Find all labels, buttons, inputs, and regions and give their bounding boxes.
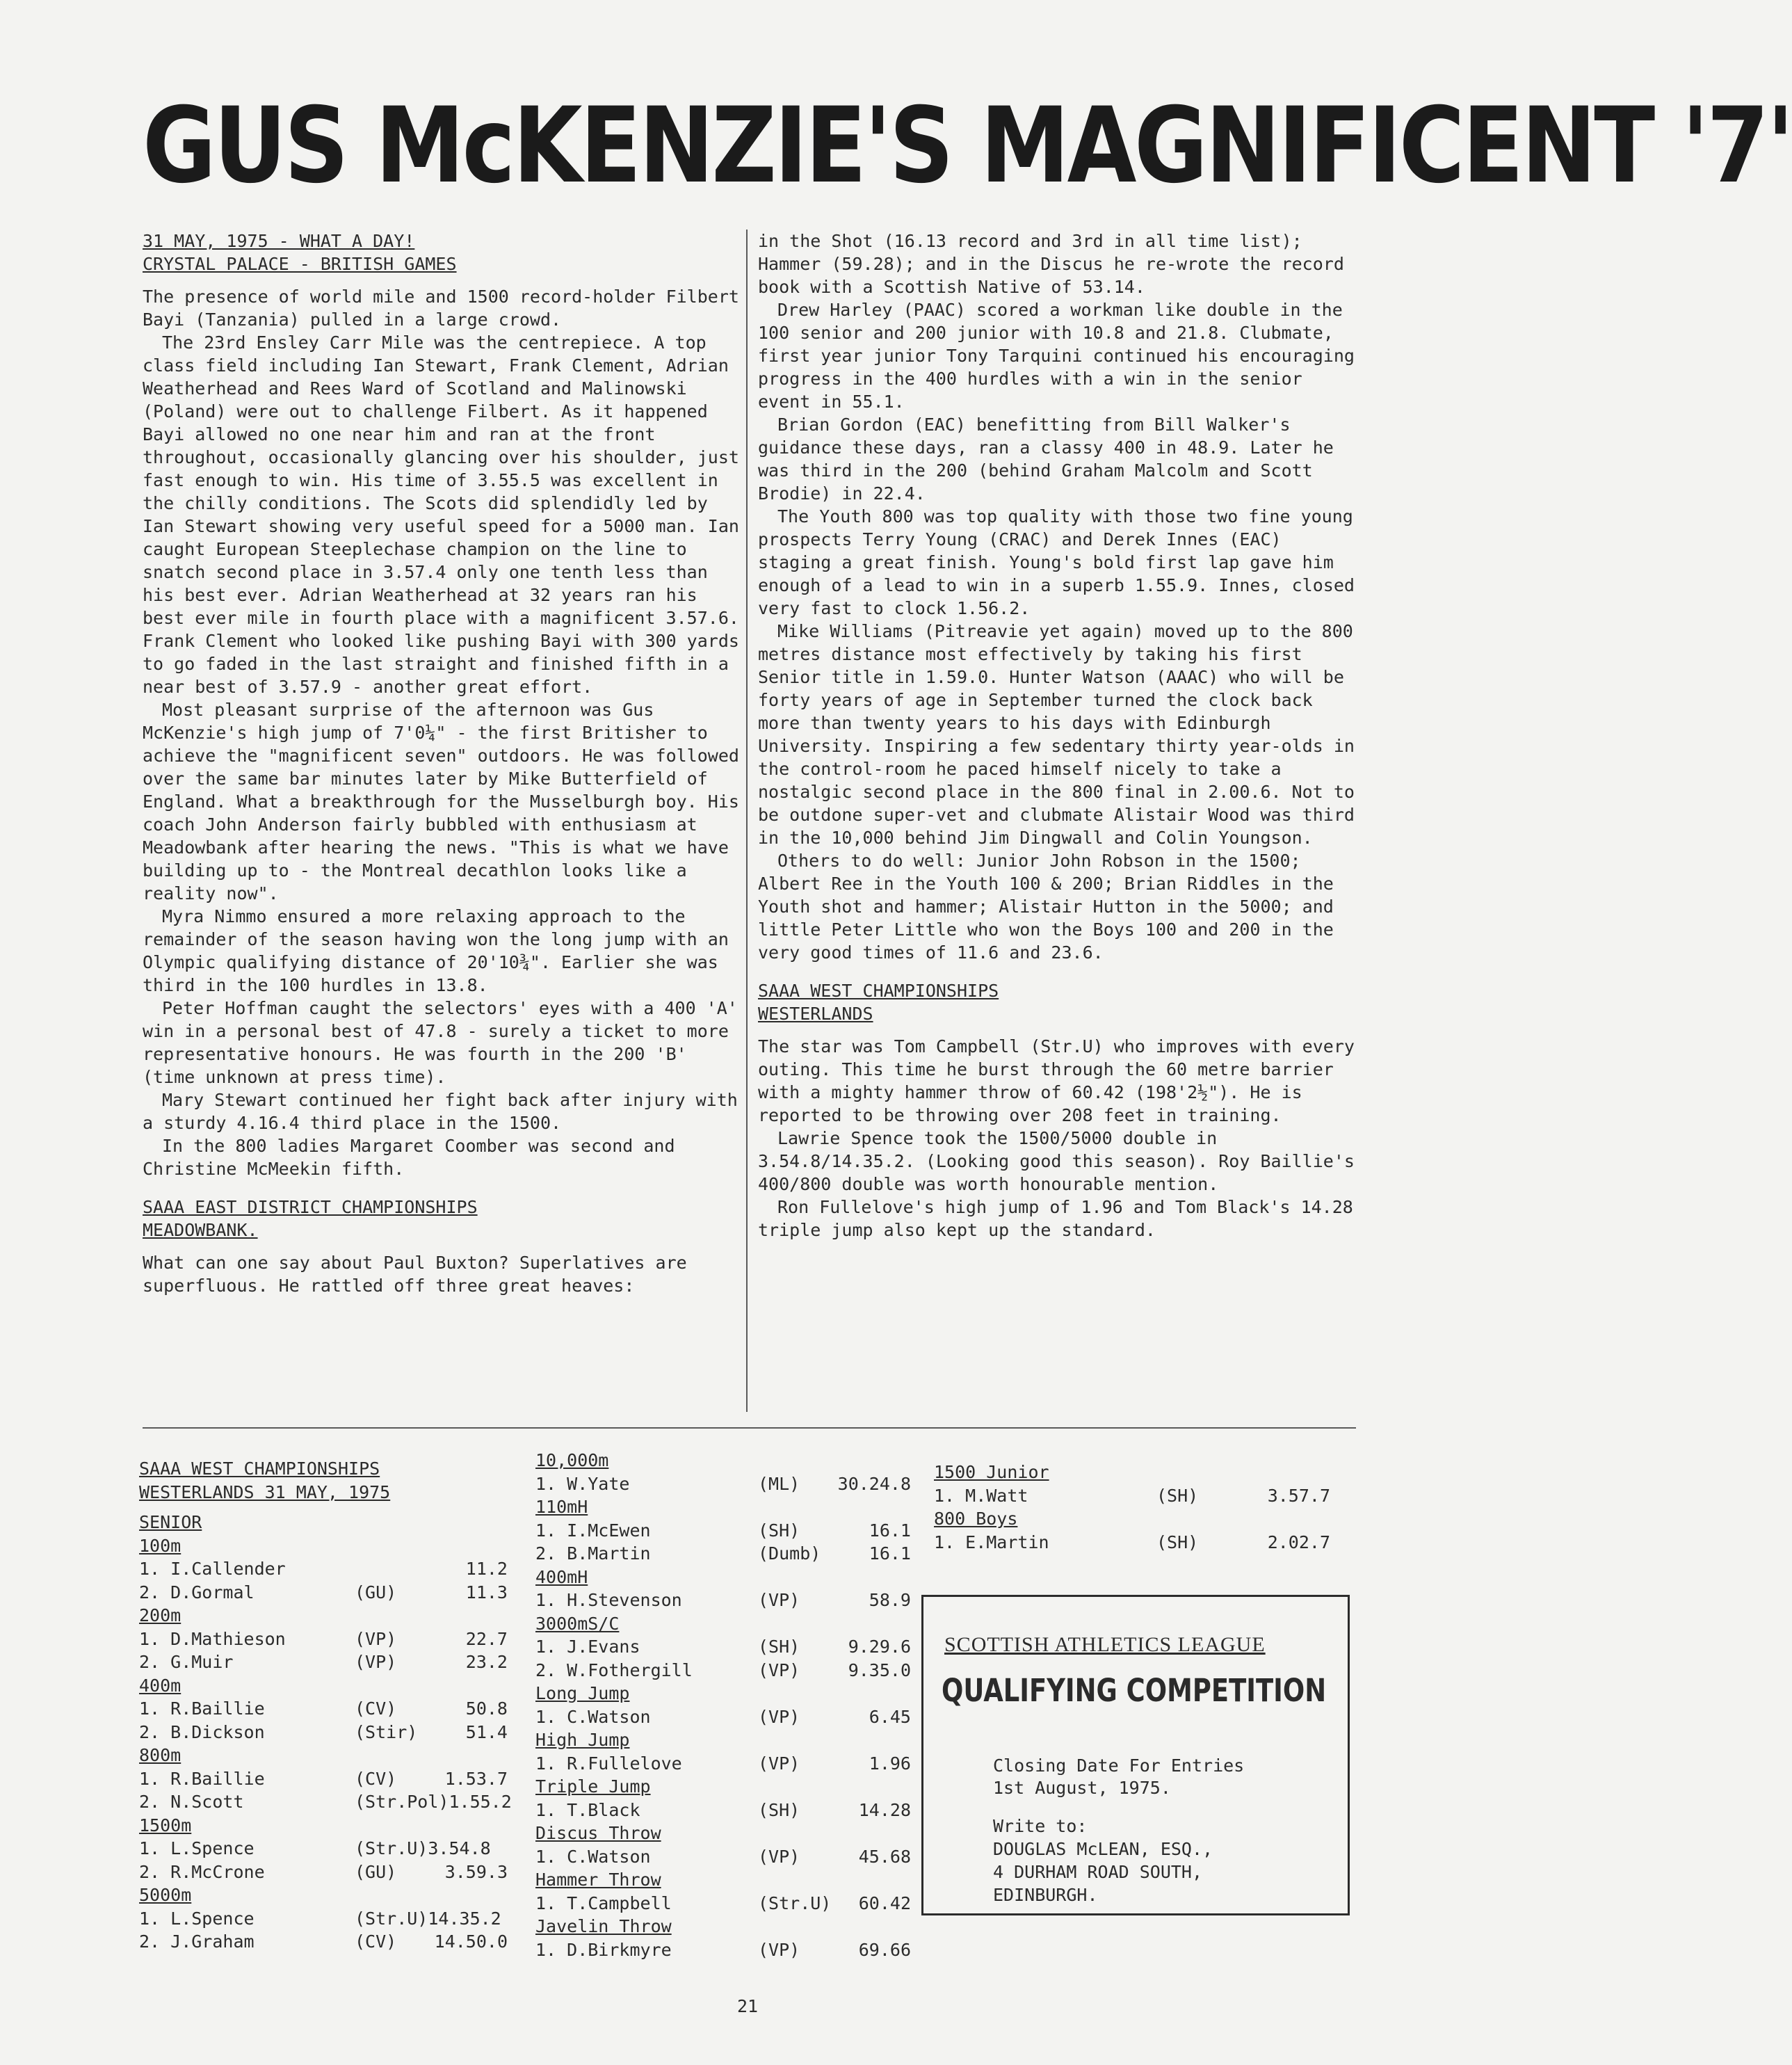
heading-event: SAAA EAST DISTRICT CHAMPIONSHIPS [143,1197,478,1217]
event-name: 110mH [535,1497,588,1517]
athlete-name: 2. R.McCrone [139,1861,265,1882]
athlete-name: 1. M.Watt [934,1485,1028,1506]
club: (Dumb) [758,1543,821,1564]
event-name: 10,000m [535,1450,609,1470]
result-time: 58.9 [869,1590,911,1610]
column-divider [746,230,748,1412]
result-time: 2.02.7 [1267,1532,1330,1552]
event-name: Triple Jump [535,1776,651,1797]
result-time: 23.2 [465,1652,508,1672]
heading-event: SAAA WEST CHAMPIONSHIPS [758,981,999,1001]
section-heading-crystal-palace [143,230,741,275]
club: (Str.U) [758,1893,832,1913]
club: (Stir) [355,1721,418,1742]
club: (VP) [758,1846,800,1867]
event-name: 1500 Junior [934,1462,1049,1482]
result-row [934,1484,1351,1508]
result-time: 3.57.7 [1267,1485,1330,1506]
advert-closing-date: Closing Date For Entries [993,1755,1245,1776]
paragraph: In the 800 ladies Margaret Coomber was second and Christine McMeekin fifth. [143,1136,675,1179]
paragraph: What can one say about Paul Buxton? Superlatives are superfluous. He rattled off three great heaves: [143,1253,687,1296]
result-time: 14.28 [858,1799,911,1820]
advert-subtitle: QUALIFYING COMPETITION [942,1672,1327,1709]
club: (Str.U)14.35.2 [355,1908,501,1929]
club: (CV) [355,1768,397,1789]
result-row [535,1938,911,1962]
club: (ML) [758,1473,800,1494]
result-row [139,1930,515,1954]
event-name: Javelin Throw [535,1916,672,1936]
paragraph: Others to do well: Junior John Robson in the 1500; Albert Ree in the Youth 100 & 200; Brian Riddles in the Youth shot and hammer; Alistair Hutton in the 5000; and little Peter Little who won the Boys 100 and 200 in the very good times of 11.6 and 23.6. [758,851,1334,963]
athlete-name: 2. N.Scott [139,1792,244,1812]
club: (GU) [355,1861,397,1882]
event-name: High Jump [535,1730,630,1750]
result-row [139,1907,515,1931]
result-time: 11.2 [465,1559,508,1579]
result-time: 1.96 [869,1753,911,1774]
event-name: 100m [139,1535,181,1556]
paragraph: Mary Stewart continued her fight back after injury with a sturdy 4.16.4 third place in the 1500. [143,1090,738,1133]
paragraph: Lawrie Spence took the 1500/5000 double in 3.54.8/14.35.2. (Looking good this season). Roy Baillie's 400/800 double was worth honourable mention. [758,1128,1355,1194]
club: (VP) [758,1939,800,1960]
paragraph: The Youth 800 was top quality with those two fine young prospects Terry Young (CRAC) and Derek Innes (EAC) staging a great finish. Young's bold first lap gave him enough of a lead to win in a superb 1.55.9. Innes, closed very fast to clock 1.56.2. [758,506,1355,618]
paragraph: Peter Hoffman caught the selectors' eyes with a 400 'A' win in a personal best of 47.8 - surely a ticket to more representative honours. He was fourth in the 200 'B' (time unknown at press time). [143,998,738,1087]
result-time: 9.29.6 [848,1637,911,1657]
advert-box [921,1595,1350,1915]
result-time: 11.3 [465,1582,508,1602]
athlete-name: 1. R.Baillie [139,1698,265,1719]
club: (SH) [758,1637,800,1657]
result-row [535,1845,911,1869]
paragraph: Mike Williams (Pitreavie yet again) moved up to the 800 metres distance most effectively by taking his first Senior title in 1.59.0. Hunter Watson (AAAC) who will be forty years of age in September turned the clock back more than twenty years to his days with Edinburgh University. Inspiring a few sedentary thirty year-olds in the control-room he paced himself nicely to take a nostalgic second place in the 800 final in 2.00.6. Not to be outdone super-vet and clubmate Alistair Wood was third in the 10,000 behind Jim Dingwall and Colin Youngson. [758,621,1355,848]
result-row [535,1705,911,1729]
club: (VP) [758,1706,800,1727]
result-row [535,1635,911,1659]
result-row [139,1767,515,1791]
result-row [535,1519,911,1543]
club: (GU) [355,1582,397,1602]
result-row [139,1861,515,1884]
event-name: Hammer Throw [535,1870,661,1890]
athlete-name: 1. C.Watson [535,1706,651,1727]
section-divider [143,1427,1356,1429]
advert-date: 1st August, 1975. [993,1778,1171,1798]
result-time: 60.42 [858,1893,911,1913]
event-name: 3000mS/C [535,1613,620,1634]
club: (SH) [758,1520,800,1541]
athlete-name: 1. T.Black [535,1799,640,1820]
heading-venue: MEADOWBANK. [143,1220,258,1240]
event-name: 200m [139,1605,181,1625]
paragraph: Ron Fullelove's high jump of 1.96 and Tom Black's 14.28 triple jump also kept up the standard. [758,1197,1353,1240]
athlete-name: 1. E.Martin [934,1532,1049,1552]
result-time: 51.4 [465,1721,508,1742]
result-row [535,1659,911,1682]
result-time: 9.35.0 [848,1660,911,1680]
article-column-right [758,230,1356,1242]
result-time: 16.1 [869,1543,911,1564]
page-number: 21 [737,1996,759,2016]
result-row [139,1557,515,1581]
athlete-name: 2. J.Graham [139,1931,255,1952]
event-name: Discus Throw [535,1823,661,1843]
result-row [535,1799,911,1822]
results-subtitle: WESTERLANDS 31 MAY, 1975 [139,1481,391,1502]
result-row [139,1628,515,1651]
heading-date: 31 MAY, 1975 - WHAT A DAY! [143,231,415,251]
athlete-name: 1. W.Yate [535,1473,630,1494]
results-list [139,1534,515,1954]
result-row [139,1650,515,1674]
article-column-left [143,230,741,1297]
result-time: 6.45 [869,1706,911,1727]
club: (VP) [355,1628,397,1649]
results-column-3 [934,1461,1351,1554]
result-time: 1.53.7 [444,1768,508,1789]
club: (VP) [758,1660,800,1680]
athlete-name: 2. G.Muir [139,1652,234,1672]
section-heading-west-championships [758,979,1356,1025]
athlete-name: 1. I.Callender [139,1559,286,1579]
results-list [934,1461,1351,1554]
result-row [934,1531,1351,1554]
results-column-1 [139,1457,515,1954]
section-heading-east-district [143,1196,741,1242]
advert-address-city: EDINBURGH. [993,1885,1098,1905]
heading-venue: CRYSTAL PALACE - BRITISH GAMES [143,254,457,274]
result-row [535,1892,911,1915]
results-title: SAAA WEST CHAMPIONSHIPS [139,1459,380,1479]
result-row [535,1752,911,1776]
result-row [535,1589,911,1612]
result-row [139,1790,515,1814]
advert-write-to: Write to: [993,1816,1088,1836]
athlete-name: 2. B.Dickson [139,1721,265,1742]
club: (CV) [355,1931,397,1952]
athlete-name: 1. I.McEwen [535,1520,651,1541]
paragraph: The presence of world mile and 1500 record-holder Filbert Bayi (Tanzania) pulled in a large crowd. [143,287,739,330]
athlete-name: 1. D.Mathieson [139,1628,286,1649]
athlete-name: 2. B.Martin [535,1543,651,1564]
athlete-name: 1. D.Birkmyre [535,1939,672,1960]
result-row [139,1581,515,1605]
headline: GUS McKENZIE'S MAGNIFICENT '7' [143,86,1792,207]
result-row [535,1472,911,1496]
paragraph: The star was Tom Campbell (Str.U) who improves with every outing. This time he burst through the 60 metre barrier with a mighty hammer throw of 60.42 (198'2½"). He is reported to be throwing over 208 feet in training. [758,1036,1355,1125]
advert-title: SCOTTISH ATHLETICS LEAGUE [944,1633,1266,1656]
event-name: 400m [139,1675,181,1696]
result-row [139,1721,515,1744]
result-time: 22.7 [465,1628,508,1649]
result-time: 45.68 [858,1846,911,1867]
advert-address-name: DOUGLAS McLEAN, ESQ., [993,1839,1213,1859]
result-time: 14.50.0 [434,1931,508,1952]
athlete-name: 1. H.Stevenson [535,1590,682,1610]
athlete-name: 1. L.Spence [139,1838,255,1858]
athlete-name: 1. T.Campbell [535,1893,672,1913]
event-name: 5000m [139,1885,192,1905]
athlete-name: 2. D.Gormal [139,1582,255,1602]
results-list [535,1449,911,1961]
athlete-name: 1. R.Fullelove [535,1753,682,1774]
athlete-name: 1. J.Evans [535,1637,640,1657]
club: (Str.U)3.54.8 [355,1838,491,1858]
club: (SH) [758,1799,800,1820]
result-time: 30.24.8 [837,1473,911,1494]
club: (Str.Pol)1.55.2 [355,1792,512,1812]
club: (VP) [355,1652,397,1672]
event-name: 800m [139,1745,181,1765]
result-time: 16.1 [869,1520,911,1541]
athlete-name: 1. L.Spence [139,1908,255,1929]
club: (VP) [758,1753,800,1774]
event-name: 400mH [535,1566,588,1587]
club: (SH) [1156,1485,1199,1506]
paragraph: Myra Nimmo ensured a more relaxing approach to the remainder of the season having won the long jump with an Olympic qualifying distance of 20'10¾". Earlier she was third in the 100 hurdles in 13.8. [143,906,729,995]
club: (CV) [355,1698,397,1719]
result-row [139,1697,515,1721]
result-row [139,1837,515,1861]
paragraph: The 23rd Ensley Carr Mile was the centrepiece. A top class field including Ian Stewart, Frank Clement, Adrian Weatherhead and Rees Ward of Scotland and Malinowski (Poland) were out to challenge Filbert. As it happened Bayi allowed no one near him and ran at the front throughout, occasionally glancing over his shoulder, just fast enough to win. His time of 3.55.5 was excellent in the chilly conditions. The Scots did splendidly led by Ian Stewart showing very useful speed for a 5000 man. Ian caught European Steeplechase champion on the line to snatch second place in 3.57.4 only one tenth less than his best ever. Adrian Weatherhead at 32 years ran his best ever mile in fourth place with a magnificent 3.57.6. Frank Clement who looked like pushing Bayi with 300 yards to go faded in the last straight and finished fifth in a near best of 3.57.9 - another great effort. [143,332,739,697]
paragraph: in the Shot (16.13 record and 3rd in all time list); Hammer (59.28); and in the Discus he re-wrote the record book with a Scottish Native of 53.14. [758,231,1344,297]
athlete-name: 2. W.Fothergill [535,1660,693,1680]
event-name: 800 Boys [934,1509,1018,1529]
result-time: 69.66 [858,1939,911,1960]
paragraph: Drew Harley (PAAC) scored a workman like double in the 100 senior and 200 junior with 10.8 and 21.8. Clubmate, first year junior Tony Tarquini continued his encouraging progress in the 400 hurdles with a win in the senior event in 55.1. [758,300,1355,412]
results-category: SENIOR [139,1512,202,1532]
club: (VP) [758,1590,800,1610]
result-row [535,1542,911,1566]
club: (SH) [1156,1532,1199,1552]
event-name: 1500m [139,1815,192,1835]
paragraph: Most pleasant surprise of the afternoon was Gus McKenzie's high jump of 7'0¼" - the first Britisher to achieve the "magnificent seven" outdoors. He was followed over the same bar minutes later by Mike Butterfield of England. What a breakthrough for the Musselburgh boy. His coach John Anderson fairly bubbled with enthusiasm at Meadowbank after hearing the news. "This is what we have building up to - the Montreal decathlon looks like a reality now". [143,700,739,903]
result-time: 3.59.3 [444,1861,508,1882]
athlete-name: 1. R.Baillie [139,1768,265,1789]
advert-address-street: 4 DURHAM ROAD SOUTH, [993,1862,1203,1882]
event-name: Long Jump [535,1683,630,1703]
heading-venue: WESTERLANDS [758,1004,873,1024]
paragraph: Brian Gordon (EAC) benefitting from Bill Walker's guidance these days, ran a classy 400 in 48.9. Later he was third in the 200 (behind Graham Malcolm and Scott Brodie) in 22.4. [758,415,1334,504]
result-time: 50.8 [465,1698,508,1719]
athlete-name: 1. C.Watson [535,1846,651,1867]
results-column-2 [535,1449,911,1961]
